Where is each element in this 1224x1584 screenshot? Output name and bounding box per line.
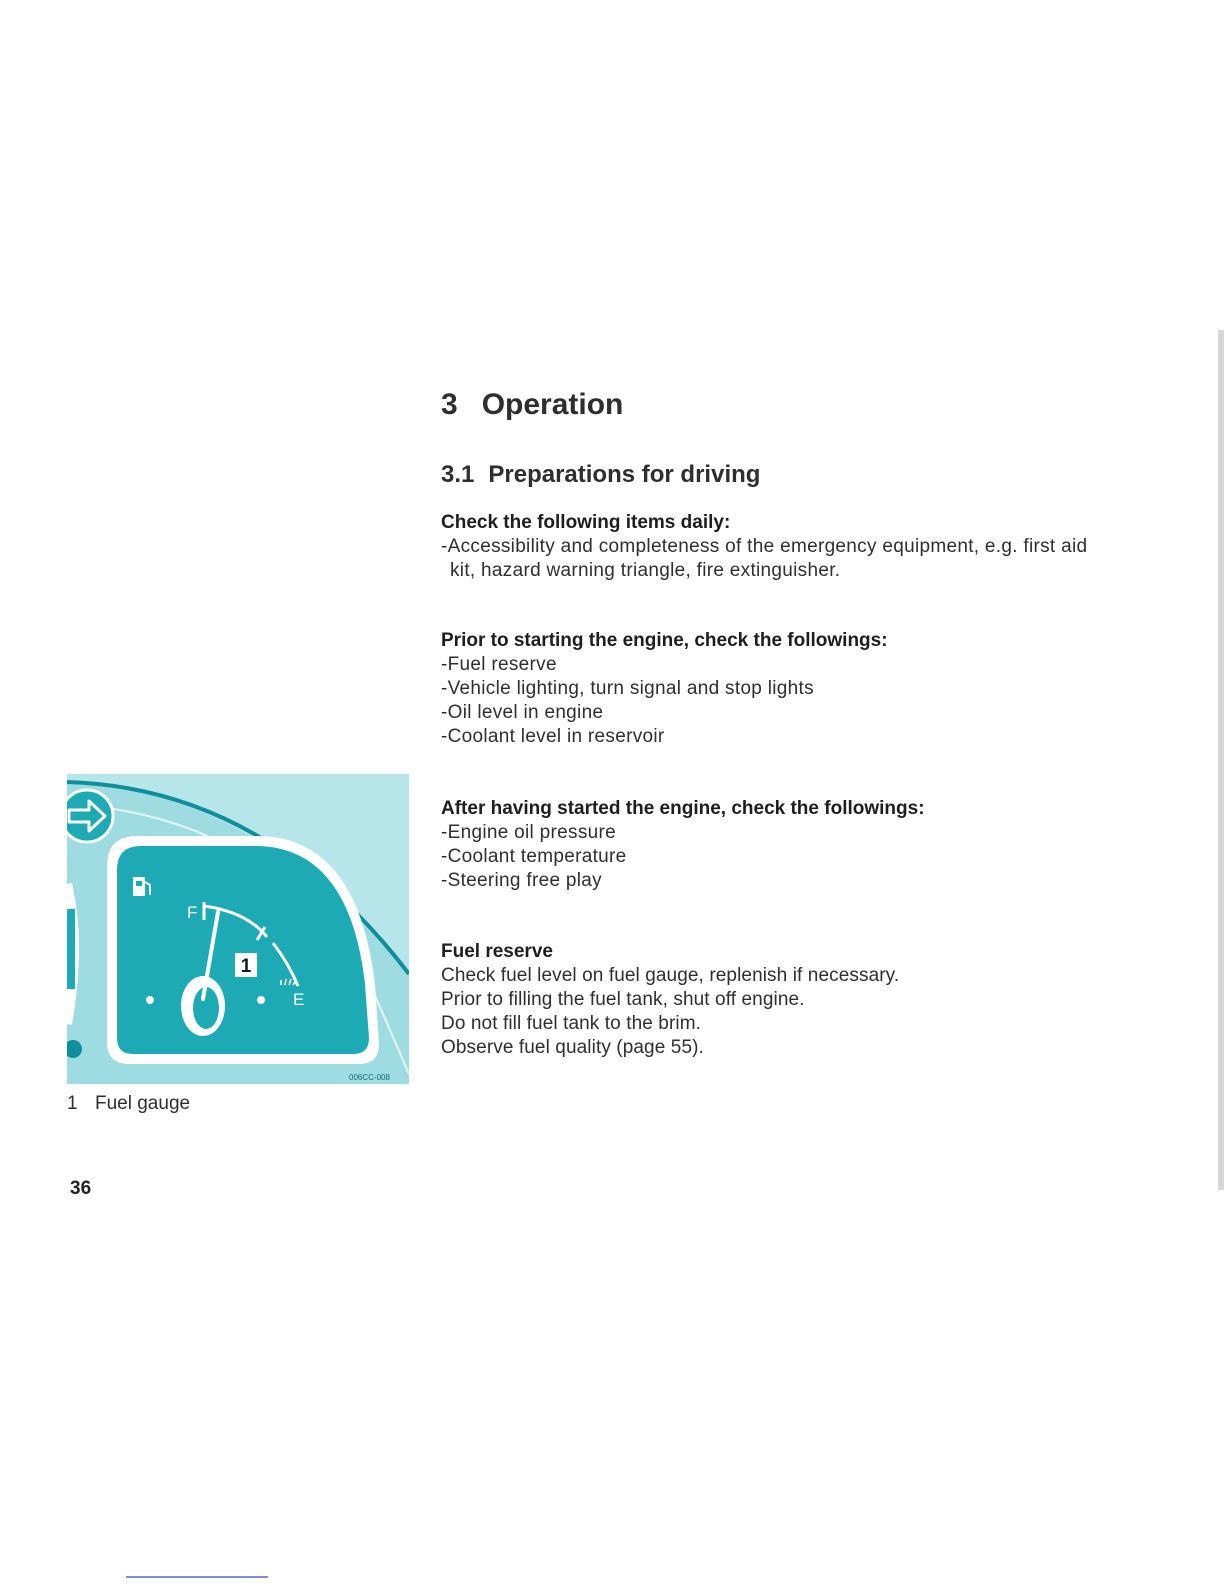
fuel-reserve-line: Prior to filling the fuel tank, shut off engine. <box>441 989 805 1010</box>
after-check-heading: After having started the engine, check the followings: <box>441 798 925 819</box>
after-check-item: -Coolant temperature <box>441 846 627 867</box>
prior-check-item: -Oil level in engine <box>441 702 604 723</box>
daily-check-heading: Check the following items daily: <box>441 512 731 533</box>
callout-number: 1 <box>240 956 252 977</box>
after-check-item: -Engine oil pressure <box>441 822 616 843</box>
fuel-reserve-heading: Fuel reserve <box>441 941 553 962</box>
prior-check-item: -Coolant level in reservoir <box>441 726 665 747</box>
after-check-item: -Steering free play <box>441 870 602 891</box>
daily-check-line: -Accessibility and completeness of the emergency equipment, e.g. first aid <box>441 536 1088 557</box>
daily-check-line: kit, hazard warning triangle, fire extinguisher. <box>450 560 841 581</box>
figure-code: 006CC-008 <box>349 1073 390 1082</box>
caption-number: 1 <box>67 1093 78 1114</box>
prior-check-heading: Prior to starting the engine, check the followings: <box>441 630 888 651</box>
prior-check-block <box>441 629 1181 749</box>
full-label: F <box>187 903 198 922</box>
figure-caption <box>67 1093 190 1115</box>
page-number: 36 <box>70 1178 92 1199</box>
prior-check-item: -Fuel reserve <box>441 654 557 675</box>
after-check-block <box>441 797 1181 893</box>
fuel-reserve-line: Observe fuel quality (page 55). <box>441 1037 704 1058</box>
mounting-screw <box>257 996 265 1004</box>
fuel-reserve-line: Check fuel level on fuel gauge, replenish if necessary. <box>441 965 900 986</box>
prior-check-item: -Vehicle lighting, turn signal and stop lights <box>441 678 814 699</box>
fuel-gauge-figure <box>67 774 409 1084</box>
bottom-rule <box>126 1576 268 1578</box>
section-title: 3.1 Preparations for driving <box>441 461 761 488</box>
chapter-title: 3 Operation <box>441 388 624 421</box>
fuel-reserve-line: Do not fill fuel tank to the brim. <box>441 1013 702 1034</box>
fuel-reserve-block <box>441 940 1181 1060</box>
daily-check-block <box>441 511 1181 583</box>
page-edge-shadow <box>1218 330 1224 1190</box>
mounting-screw <box>146 996 154 1004</box>
empty-label: E <box>293 990 305 1009</box>
side-gauge <box>67 909 75 989</box>
caption-text: Fuel gauge <box>95 1093 191 1114</box>
